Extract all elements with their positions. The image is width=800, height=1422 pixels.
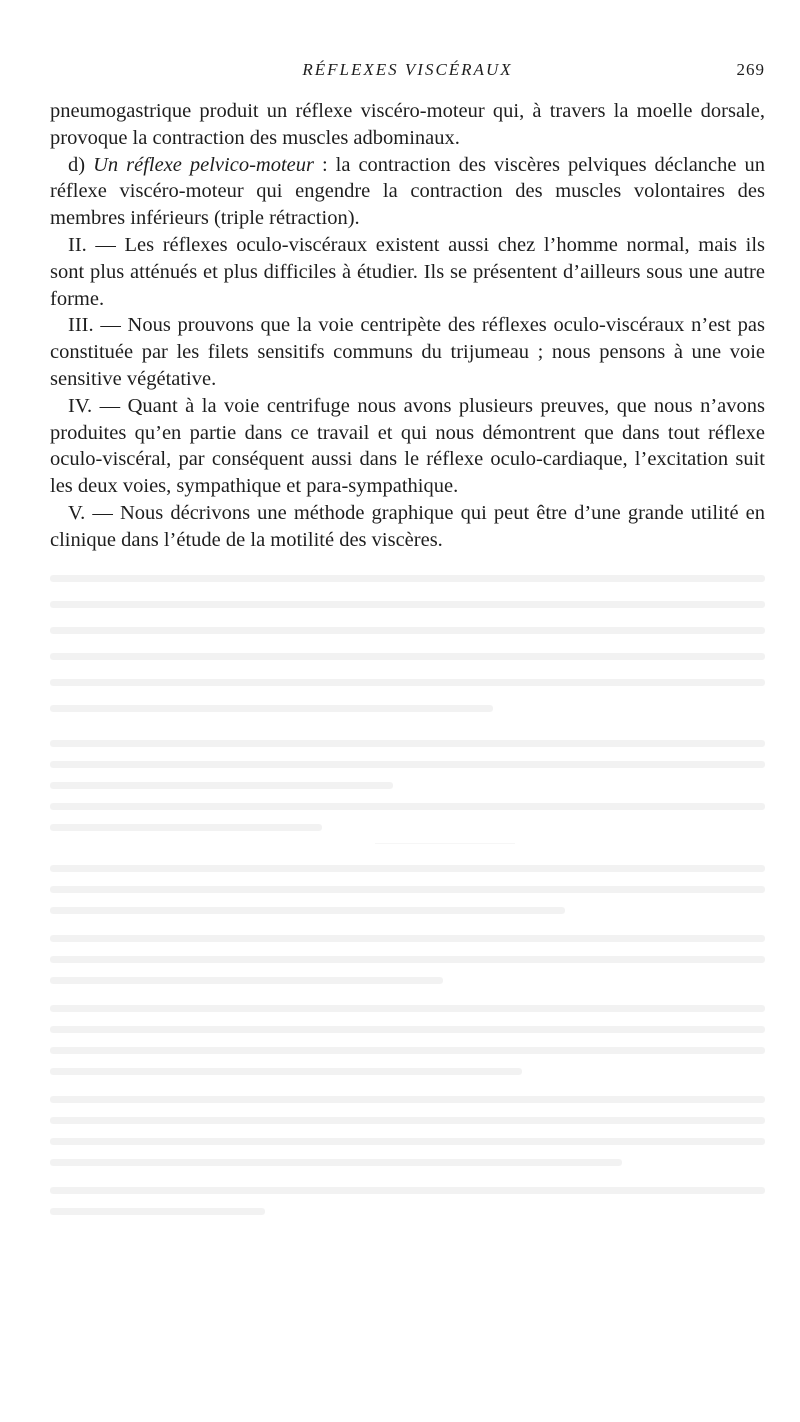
paragraph-conclusion-v: V. — Nous décrivons une méthode graphique qui peut être d’une grande utilité en clinique dans l’étude de la motilité des viscères. bbox=[50, 501, 765, 551]
paragraph-conclusion-ii: II. — Les réflexes oculo-viscéraux existent aussi chez l’homme normal, mais ils sont plus atténués et plus difficiles à étudier. Ils se présentent d’ailleurs sous une autre forme. bbox=[50, 233, 765, 310]
footnote-rule bbox=[375, 843, 515, 844]
running-header bbox=[50, 60, 765, 84]
running-title: RÉFLEXES VISCÉRAUX bbox=[302, 60, 513, 79]
paragraph-conclusion-iii: III. — Nous prouvons que la voie centripète des réflexes oculo-viscéraux n’est pas constituée par les filets sensitifs communs du trijumeau ; nous pensons à une voie sensitive végétative. bbox=[50, 314, 765, 390]
paragraph-pelvico-moteur bbox=[50, 152, 765, 232]
item-text: : la contraction des viscères pelviques déclanche un réflexe viscéro-moteur qui engendre la contraction des muscles volontaires des membres inférieurs (triple rétraction). bbox=[50, 153, 765, 230]
item-label: d) bbox=[68, 153, 86, 176]
reverse-side-show-through bbox=[50, 575, 765, 1215]
item-title: Un réflexe pelvico-moteur bbox=[93, 153, 314, 176]
paragraph-conclusion-iv: IV. — Quant à la voie centrifuge nous avons plusieurs preuves, que nous n’avons produites qu’en partie dans ce travail et qui nous démontrent que dans tout réflexe oculo-viscéral, par conséquent aussi dans le réflexe oculo-cardiaque, l’excitation suit les deux voies, sympathique et para-sympathique. bbox=[50, 394, 765, 498]
paragraph-continuation: pneumogastrique produit un réflexe viscéro-moteur qui, à travers la moelle dorsale, provoque la contraction des muscles adbominaux. bbox=[50, 100, 765, 149]
body-text bbox=[50, 98, 765, 554]
page-number: 269 bbox=[736, 60, 765, 79]
